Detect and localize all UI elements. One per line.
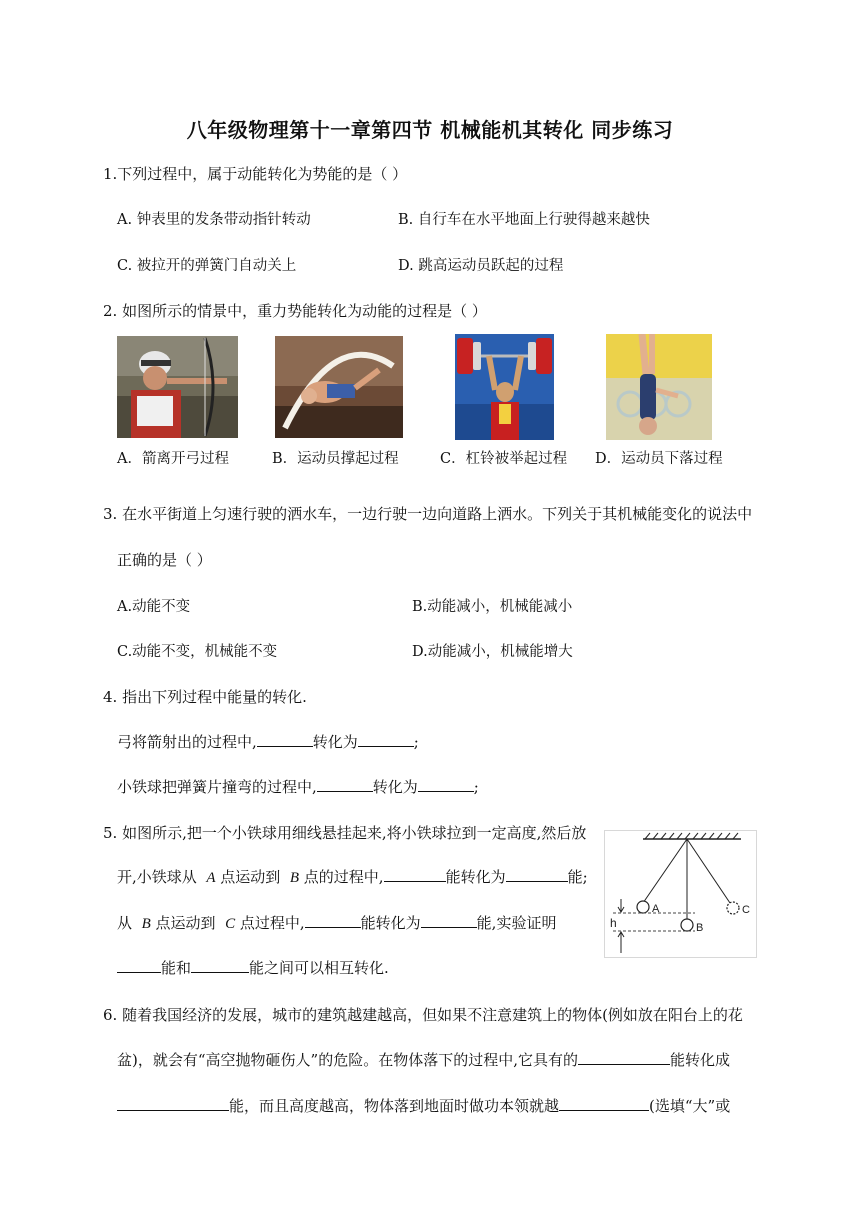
fig-label-h: h [610,916,617,930]
q4-line-2-semicolon: ; [473,778,479,796]
answer-blank[interactable] [117,1096,229,1111]
q5-text: 能转化为 [445,868,506,886]
q5-text: 能转化为 [360,914,421,932]
q4-line-1-text-b: 转化为 [312,733,358,751]
q3-option-a: A.动能不变 [117,599,191,615]
answer-blank[interactable] [421,913,477,928]
q5-line-3 [117,912,556,933]
pole-vaulter-photo [275,336,403,438]
answer-blank[interactable] [305,913,361,928]
fig-label-a: A [652,903,660,915]
q4-line-1 [117,731,419,752]
q5-text: 点的过程中, [303,868,384,886]
q4-line-2-text-b: 转化为 [372,778,418,796]
q6-text: 能转化成 [669,1051,730,1069]
answer-blank[interactable] [191,958,249,973]
pendulum-diagram [604,830,757,958]
fig-label-b: B [696,922,704,934]
answer-blank[interactable] [117,958,161,973]
q5-text: 开,小铁球从 [117,868,197,886]
q5-line-4 [117,957,389,978]
caption-b: B．运动员撑起过程 [272,451,399,467]
q5-text: 能,实验证明 [476,914,557,932]
q5-text: 能; [567,868,588,886]
answer-blank[interactable] [578,1050,670,1065]
q5-text: 能之间可以相互转化. [249,959,389,977]
q1-option-c: C. 被拉开的弹簧门自动关上 [117,258,297,274]
q5-text: 点过程中, [239,914,305,932]
q4-line-2-text-a: 小铁球把弹簧片撞弯的过程中, [117,778,317,796]
q4-line-1-text-a: 弓将箭射出的过程中, [117,733,257,751]
q6-line-3 [117,1095,730,1116]
q6-text: 盆)，就会有“高空抛物砸伤人”的危险。在物体落下的过程中,它具有的 [117,1051,578,1069]
q5-text: 从 [117,914,133,932]
question-5-line1: 5. 如图所示,把一个小铁球用细线悬挂起来,将小铁球拉到一定高度,然后放 [103,824,587,842]
point-b-label: B [289,870,300,886]
q3-option-c: C.动能不变，机械能不变 [117,644,278,660]
answer-blank[interactable] [384,867,446,882]
q4-line-2 [117,776,479,797]
point-a-label: A [206,870,216,886]
weightlifter-photo [455,334,554,440]
answer-blank[interactable] [559,1096,649,1111]
q6-text: 能，而且高度越高，物体落到地面时做功本领就越 [229,1097,560,1115]
diver-photo [606,334,712,440]
q6-text: (选填“大”或 [649,1097,731,1115]
caption-d: D．运动员下落过程 [595,451,723,467]
question-4-stem: 4. 指出下列过程中能量的转化. [103,688,307,706]
point-b-label: B [141,916,151,932]
point-c-label: C [225,916,236,932]
question-6-line1: 6. 随着我国经济的发展，城市的建筑越建越高，但如果不注意建筑上的物体(例如放在阳台上的花 [103,1006,743,1024]
caption-c: C．杠铃被举起过程 [440,451,568,467]
q5-line-2 [117,866,588,887]
question-2-stem: 2. 如图所示的情景中，重力势能转化为动能的过程是（ ） [103,302,487,320]
q5-text: 能和 [161,959,192,977]
q5-text: 点运动到 [155,914,216,932]
question-1-stem: 1.下列过程中，属于动能转化为势能的是（ ） [103,165,408,183]
question-3-stem-line2: 正确的是（ ） [117,551,212,569]
question-3-stem-line1: 3. 在水平街道上匀速行驶的洒水车，一边行驶一边向道路上洒水。下列关于其机械能变化的说法中 [103,505,753,523]
q6-line-2 [117,1049,730,1070]
q3-option-b: B.动能减小，机械能减小 [412,599,573,615]
answer-blank[interactable] [506,867,568,882]
q1-option-d: D. 跳高运动员跃起的过程 [398,258,564,274]
caption-a: A．箭离开弓过程 [117,451,229,467]
fig-label-c: C [742,904,750,916]
archer-photo [117,336,238,438]
q1-option-b: B. 自行车在水平地面上行驶得越来越快 [398,212,650,228]
answer-blank[interactable] [317,777,373,792]
q1-option-a: A. 钟表里的发条带动指针转动 [117,212,311,228]
page-title: 八年级物理第十一章第四节 机械能机其转化 同步练习 [186,118,674,142]
answer-blank[interactable] [257,732,313,747]
answer-blank[interactable] [418,777,474,792]
q5-text: 点运动到 [220,868,281,886]
answer-blank[interactable] [358,732,414,747]
q4-line-1-semicolon: ; [413,733,419,751]
q3-option-d: D.动能减小，机械能增大 [412,644,573,660]
